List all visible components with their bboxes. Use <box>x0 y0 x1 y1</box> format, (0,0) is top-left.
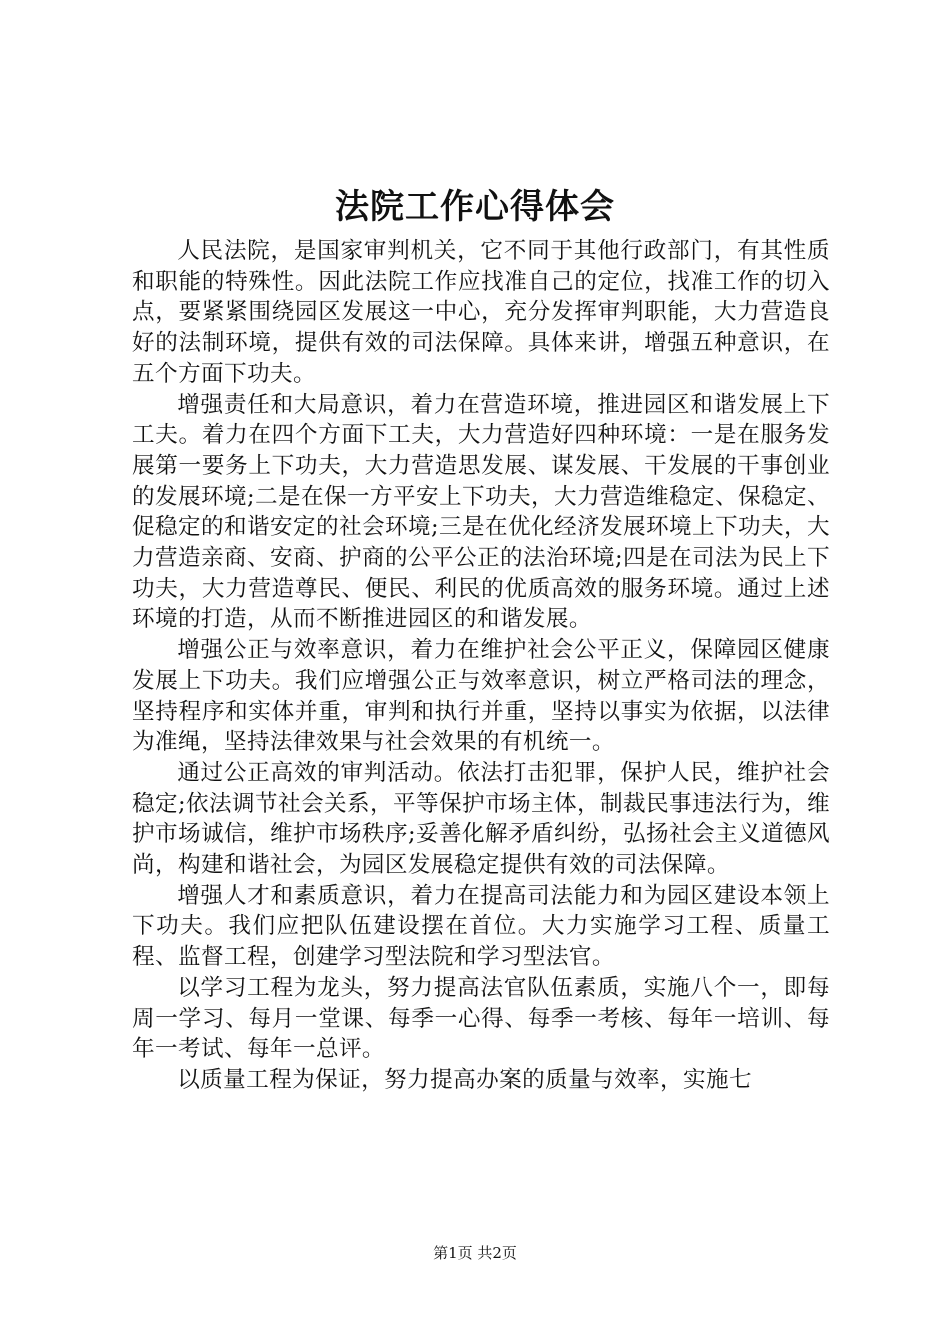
paragraph-intro: 人民法院，是国家审判机关，它不同于其他行政部门，有其性质和职能的特殊性。因此法院工作应找准自己的定位，找准工作的切入点，要紧紧围绕园区发展这一中心，充分发挥审判职能，大力营造良好的法制环境，提供有效的司法保障。具体来讲，增强五种意识，在五个方面下功夫。 <box>132 238 830 387</box>
page-title: 法院工作心得体会 <box>335 187 615 227</box>
paragraph-quality-project: 以质量工程为保证，努力提高办案的质量与效率，实施七 <box>177 1066 753 1093</box>
paragraph-learning-project: 以学习工程为龙头，努力提高法官队伍素质，实施八个一，即每周一学习、每月一堂课、每季一心得、每季一考核、每年一培训、每年一考试、每年一总评。 <box>132 974 830 1063</box>
page-footer: 第1页 共2页 <box>433 1244 517 1262</box>
paragraph-talent-quality: 增强人才和素质意识，着力在提高司法能力和为园区建设本领上下功夫。我们应把队伍建设摆在首位。大力实施学习工程、质量工程、监督工程，创建学习型法院和学习型法官。 <box>132 882 830 971</box>
paragraph-responsibility: 增强责任和大局意识，着力在营造环境，推进园区和谐发展上下工夫。着力在四个方面下工夫，大力营造好四种环境：一是在服务发展第一要务上下功夫，大力营造思发展、谋发展、干发展的干事创业的发展环境;二是在保一方平安上下功夫，大力营造维稳定、保稳定、促稳定的和谐安定的社会环境;三是在优化经济发展环境上下功夫，大力营造亲商、安商、护商的公平公正的法治环境;四是在司法为民上下功夫，大力营造尊民、便民、利民的优质高效的服务环境。通过上述环境的打造，从而不断推进园区的和谐发展。 <box>132 391 830 633</box>
paragraph-trial-activities: 通过公正高效的审判活动。依法打击犯罪，保护人民，维护社会稳定;依法调节社会关系，平等保护市场主体，制裁民事违法行为，维护市场诚信，维护市场秩序;妥善化解矛盾纠纷，弘扬社会主义道德风尚，构建和谐社会，为园区发展稳定提供有效的司法保障。 <box>132 759 830 879</box>
document-body <box>132 236 830 1096</box>
paragraph-fairness-efficiency: 增强公正与效率意识，着力在维护社会公平正义，保障园区健康发展上下功夫。我们应增强公正与效率意识，树立严格司法的理念，坚持程序和实体并重，审判和执行并重，坚持以事实为依据，以法律为准绳，坚持法律效果与社会效果的有机统一。 <box>132 637 830 756</box>
